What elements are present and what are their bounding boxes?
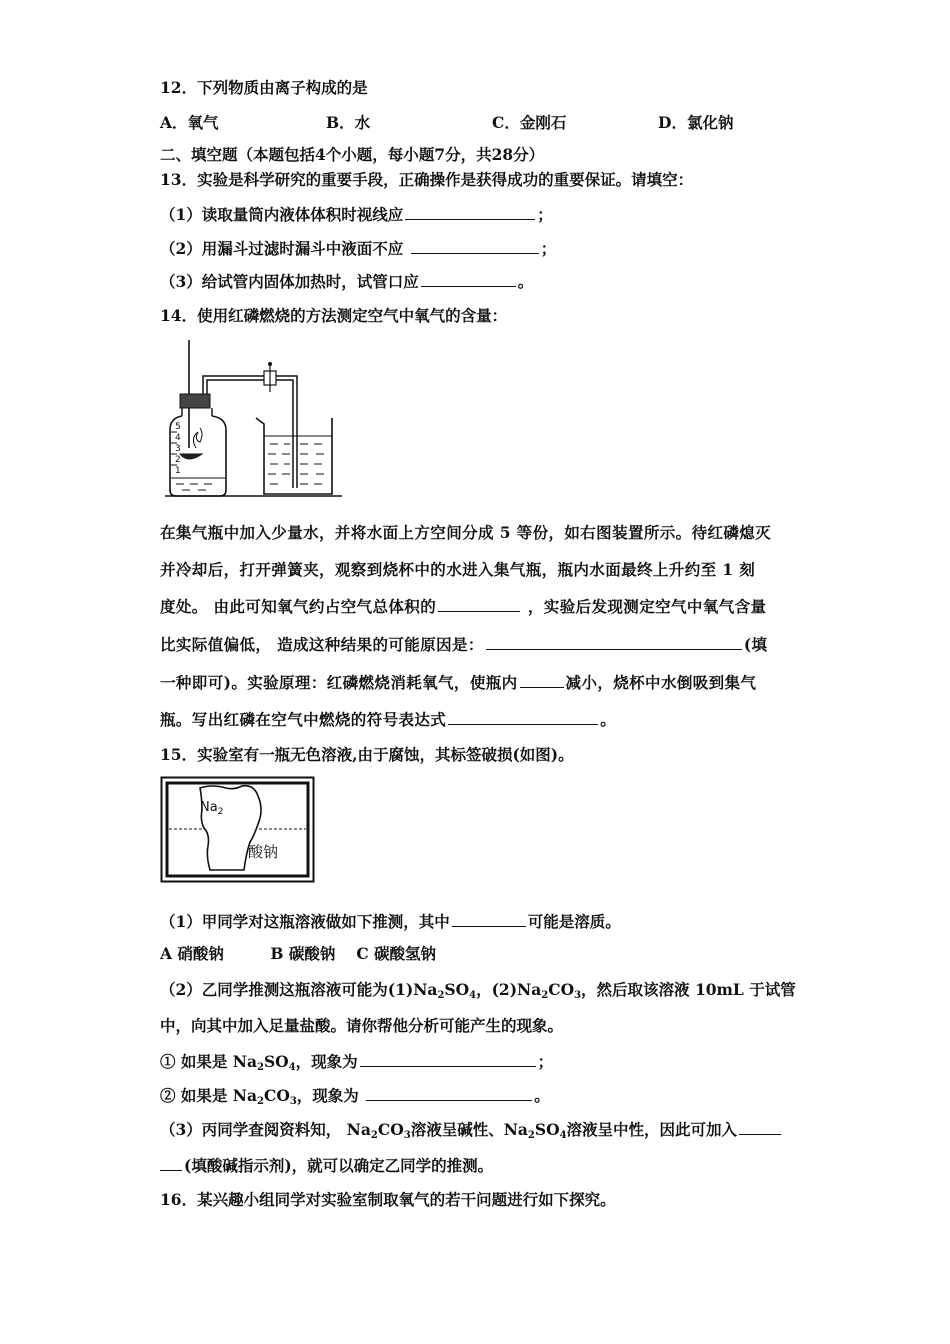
beaker bbox=[256, 418, 332, 494]
q15-part3-line2: (填酸碱指示剂)，就可以确定乙同学的推测。 bbox=[160, 1155, 493, 1176]
damaged-label-figure bbox=[160, 776, 316, 884]
answer-blank bbox=[448, 709, 598, 725]
red-phosphorus-apparatus-figure bbox=[160, 338, 350, 503]
delivery-tube bbox=[203, 376, 297, 488]
answer-blank bbox=[438, 596, 520, 612]
scale-mark-1: 1 bbox=[175, 466, 181, 476]
scale-mark-2: 2 bbox=[175, 455, 181, 465]
q15-case1: ① 如果是 $Na_2SO_4$，现象为 ； bbox=[160, 1052, 554, 1073]
q12-stem: 12．下列物质由离子构成的是 bbox=[160, 78, 368, 97]
answer-blank bbox=[360, 1051, 536, 1067]
answer-blank bbox=[421, 271, 516, 287]
answer-blank bbox=[452, 911, 526, 927]
q13-part1: （1）读取量筒内液体体积时视线应 ； bbox=[160, 205, 553, 224]
q12-option-c: C．金刚石 bbox=[492, 113, 567, 132]
section-title: 二、填空题（本题包括4个小题，每小题7分，共28分） bbox=[160, 145, 545, 164]
answer-blank bbox=[160, 1155, 182, 1171]
q12-option-d: D．氯化钠 bbox=[658, 113, 734, 132]
q14-stem: 14．使用红磷燃烧的方法测定空气中氧气的含量： bbox=[160, 306, 508, 325]
answer-blank bbox=[405, 204, 535, 220]
q16-stem: 16．某兴趣小组同学对实验室制取氧气的若干问题进行如下探究。 bbox=[160, 1190, 616, 1209]
answer-blank bbox=[486, 634, 742, 650]
q15-stem: 15．实验室有一瓶无色溶液,由于腐蚀，其标签破损(如图)。 bbox=[160, 745, 574, 764]
q14-line2: 并冷却后，打开弹簧夹，观察到烧杯中的水进入集气瓶，瓶内水面最终上升约至 1 刻 bbox=[160, 560, 756, 579]
q13-stem: 13．实验是科学研究的重要手段，正确操作是获得成功的重要保证。请填空： bbox=[160, 170, 694, 189]
label-text-acid-sodium: 酸钠 bbox=[248, 843, 279, 861]
q14-line5: 一种即可)。实验原理：红磷燃烧消耗氧气，使瓶内 减小，烧杯中水倒吸到集气 bbox=[160, 673, 757, 692]
answer-blank bbox=[739, 1119, 781, 1135]
label-text-na: $Na_2$ bbox=[200, 800, 224, 817]
q15-part3-line1: （3）丙同学查阅资料知， $Na_2CO_3$溶液呈碱性、$Na_2SO_4$溶液呈中性，因此可加入 bbox=[160, 1119, 783, 1140]
q13-part2: （2）用漏斗过滤时漏斗中液面不应 ； bbox=[160, 239, 557, 258]
q15-choices: A 硝酸钠 B 碳酸钠 C 碳酸氢钠 bbox=[160, 944, 437, 963]
scale-mark-5: 5 bbox=[175, 422, 181, 432]
q13-part3: （3）给试管内固体加热时，试管口应 。 bbox=[160, 272, 534, 291]
q15-part2-line2: 中，向其中加入足量盐酸。请你帮他分析可能产生的现象。 bbox=[160, 1016, 564, 1035]
q12-option-a: A．氧气 bbox=[160, 113, 219, 132]
rubber-stopper bbox=[180, 394, 210, 408]
q14-line6: 瓶。写出红磷在空气中燃烧的符号表达式 。 bbox=[160, 710, 617, 729]
scale-mark-4: 4 bbox=[175, 433, 181, 443]
answer-blank bbox=[520, 672, 564, 688]
q14-line1: 在集气瓶中加入少量水，并将水面上方空间分成 5 等份，如右图装置所示。待红磷熄灭 bbox=[160, 523, 772, 542]
answer-blank bbox=[366, 1085, 532, 1101]
scale-mark-3: 3 bbox=[175, 444, 181, 454]
q14-line4: 比实际值偏低， 造成这种结果的可能原因是： (填 bbox=[160, 635, 768, 654]
answer-blank bbox=[411, 238, 539, 254]
q12-option-b: B．水 bbox=[326, 113, 371, 132]
q14-line3: 度处。 由此可知氧气约占空气总体积的 ，实验后发现测定空气中氧气含量 bbox=[160, 597, 767, 616]
q15-part2-line1: （2）乙同学推测这瓶溶液可能为$(1)Na_2SO_4$，$(2)Na_2CO_3$，然后取该溶液 10mL 于试管 bbox=[160, 980, 796, 1001]
combustion-spoon bbox=[180, 454, 202, 459]
q15-part1: （1）甲同学对这瓶溶液做如下推测，其中 可能是溶质。 bbox=[160, 912, 621, 931]
q15-case2: ② 如果是 $Na_2CO_3$，现象为 。 bbox=[160, 1086, 550, 1107]
